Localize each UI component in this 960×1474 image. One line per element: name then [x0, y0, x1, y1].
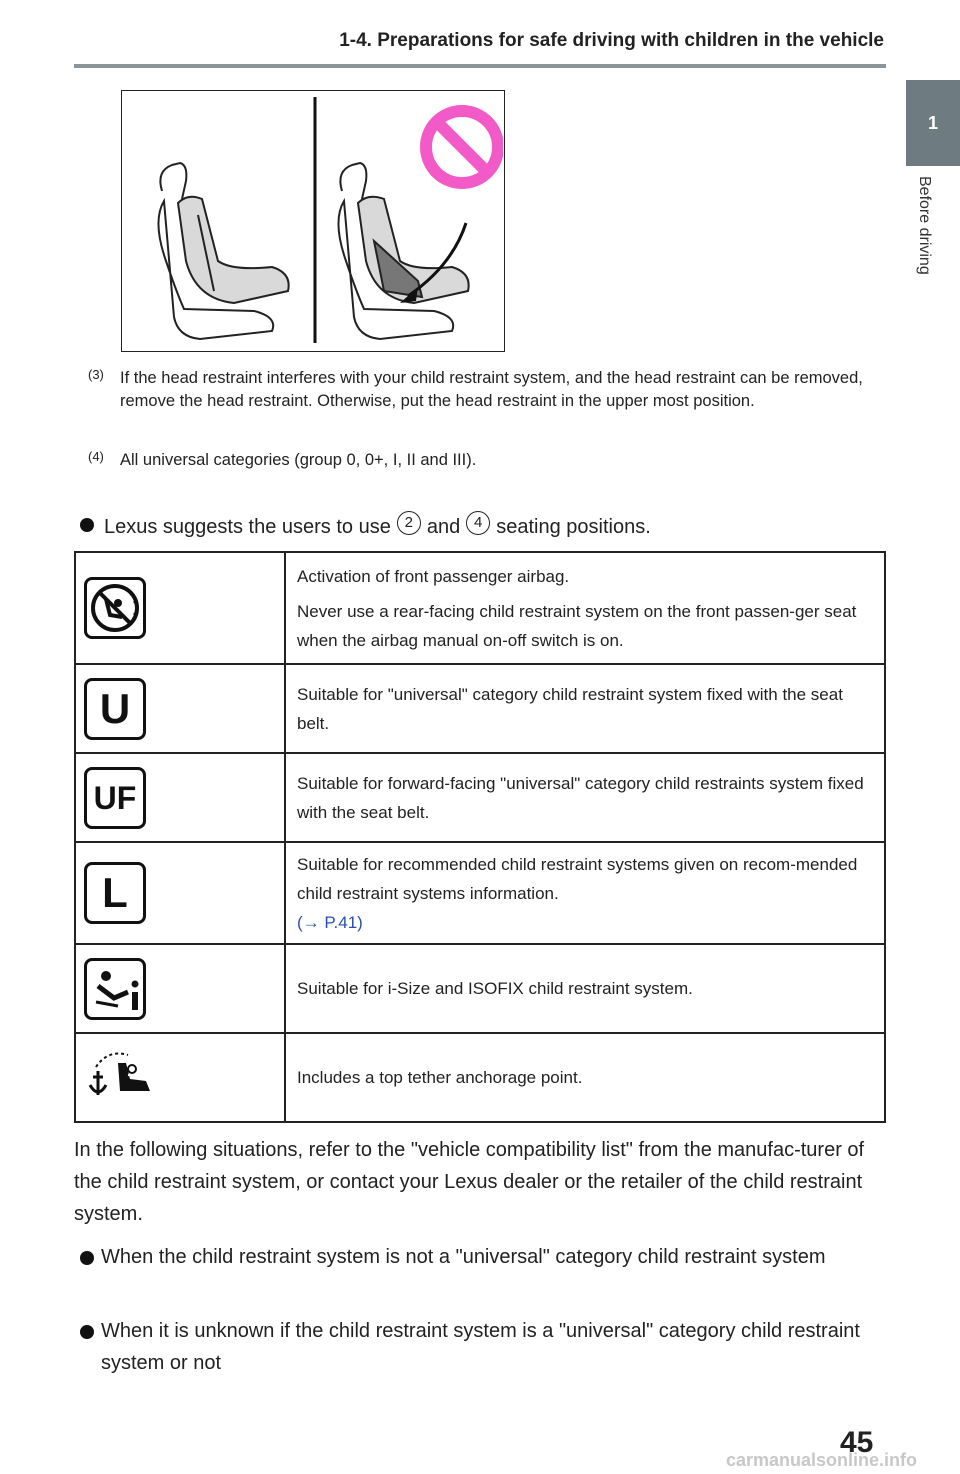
note-text: If the head restraint interferes with your child restraint system, and the head restraint can be removed, remove the head restraint. Otherwise, put the head restraint in the upper most position.	[120, 369, 863, 410]
universal-badge-icon: U	[84, 678, 146, 740]
table-row	[75, 842, 885, 944]
page-reference-link[interactable]: (→ P.41)	[297, 912, 363, 932]
page-header-title: 1-4. Preparations for safe driving with children in the vehicle	[339, 30, 884, 51]
legend-table	[74, 551, 886, 1123]
list-item-text: When the child restraint system is not a "universal" category child restraint system	[101, 1246, 826, 1268]
table-row	[75, 1033, 885, 1122]
note-number: (4)	[88, 449, 104, 464]
isize-isofix-icon	[84, 958, 146, 1020]
chapter-label	[906, 176, 960, 306]
top-tether-anchor-icon	[84, 1045, 156, 1105]
table-row	[75, 552, 885, 664]
watermark: carmanualsonline.info	[726, 1450, 918, 1470]
table-row	[75, 944, 885, 1033]
bullet-icon	[80, 1251, 94, 1265]
bullet-icon	[80, 1325, 94, 1339]
suggest-post: seating positions.	[496, 516, 651, 538]
universal-forward-text: Suitable for forward-facing "universal" category child restraints system fixed with the seat belt.	[285, 753, 885, 842]
table-row	[75, 753, 885, 842]
seat-number-circle: 4	[466, 511, 490, 535]
suggest-line	[80, 511, 880, 542]
bullet-icon	[80, 518, 94, 532]
limited-badge-icon: L	[84, 862, 146, 924]
limited-text: Suitable for recommended child restraint systems given on recom-mended child restraint systems information.	[297, 854, 858, 903]
universal-text: Suitable for "universal" category child restraint system fixed with the seat belt.	[285, 664, 885, 753]
universal-forward-badge-icon: UF	[84, 767, 146, 829]
compatibility-paragraph: In the following situations, refer to the "vehicle compatibility list" from the manufac-turer of the child restraint system, or contact your Lexus dealer or the retailer of the child restraint system.	[74, 1139, 865, 1225]
chapter-label-text: Before driving	[916, 176, 933, 275]
tether-text: Includes a top tether anchorage point.	[285, 1033, 885, 1122]
chapter-tab[interactable]: 1	[906, 80, 960, 166]
header-rule	[74, 64, 886, 68]
seat-illustration	[121, 90, 505, 352]
list-item	[80, 1241, 880, 1273]
list-item	[80, 1315, 880, 1379]
note-number: (3)	[88, 367, 104, 382]
page-number: 45	[840, 1426, 874, 1459]
suggest-mid: and	[426, 516, 461, 538]
list-item-text: When it is unknown if the child restraint system is a "universal" category child restraint system or not	[101, 1320, 860, 1374]
seat-number-circle: 2	[397, 511, 421, 535]
table-row	[75, 664, 885, 753]
child-seat-drawing	[122, 91, 503, 350]
isize-text: Suitable for i-Size and ISOFIX child restraint system.	[285, 944, 885, 1033]
note-text: All universal categories (group 0, 0+, I, II and III).	[120, 451, 477, 469]
airbag-text: Never use a rear-facing child restraint system on the front passen-ger seat when the airbag manual on-off switch is on.	[297, 601, 857, 650]
airbag-prohibit-icon	[84, 577, 146, 639]
airbag-title: Activation of front passenger airbag.	[297, 566, 570, 586]
suggest-pre: Lexus suggests the users to use	[104, 516, 391, 538]
